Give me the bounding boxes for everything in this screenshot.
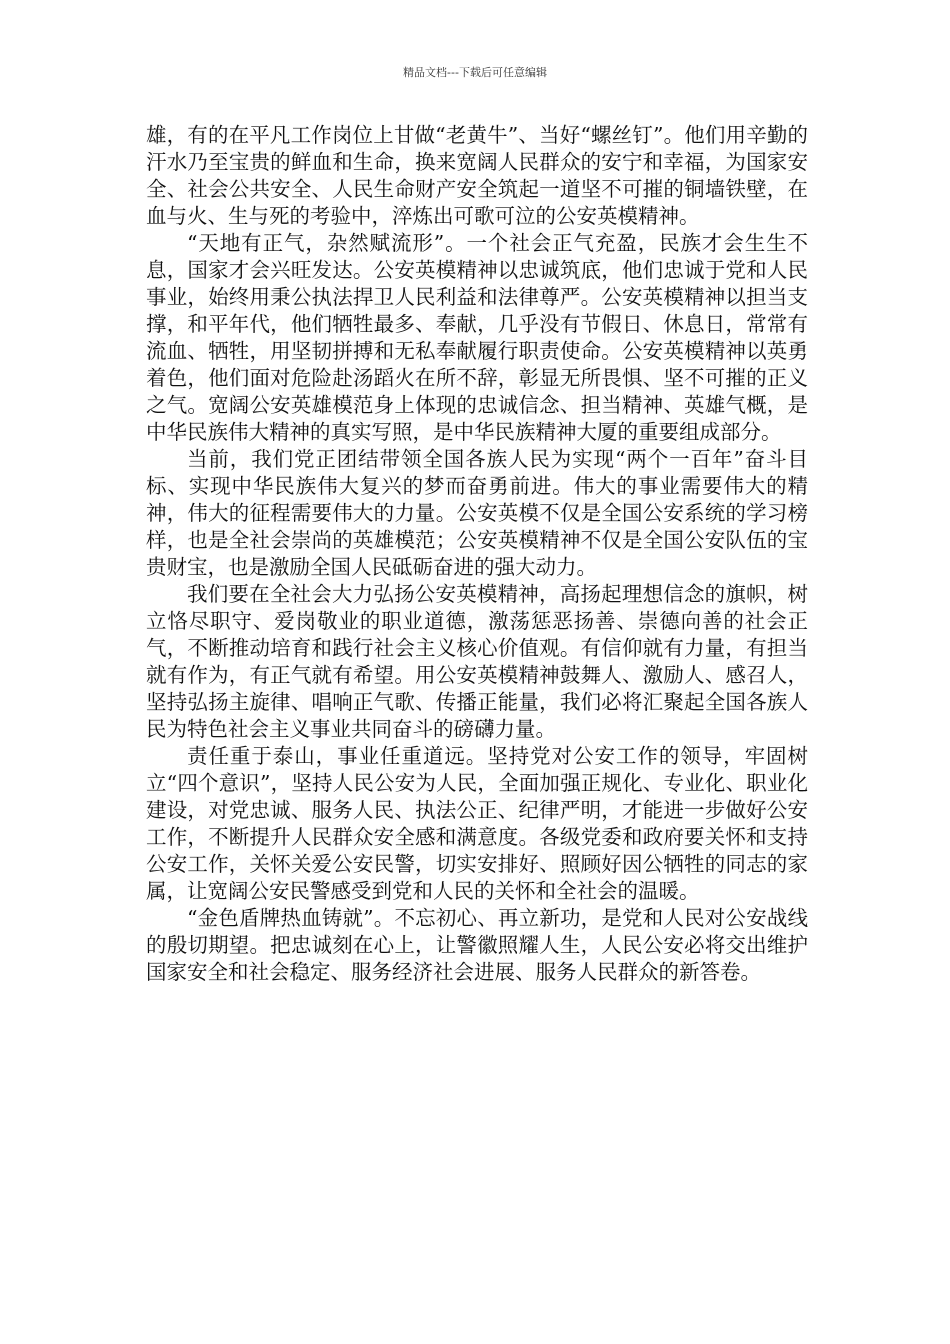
paragraph-6: “金色盾牌热血铸就”。不忘初心、再立新功，是党和人民对公安战线的殷切期望。把忠诚刻在心上，让警徽照耀人生，人民公安必将交出维护国家安全和社会稳定、服务经济社会进展、服务人民群众的新答卷。 <box>146 906 808 984</box>
paragraph-2: “天地有正气，杂然赋流形”。一个社会正气充盈，民族才会生生不息，国家才会兴旺发达。公安英模精神以忠诚筑底，他们忠诚于党和人民事业，始终用秉公执法捍卫人民利益和法律尊严。公安英模精神以担当支撑，和平年代，他们牺牲最多、奉献，几乎没有节假日、休息日，常常有流血、牺牲，用坚韧拼搏和无私奉献履行职责使命。公安英模精神以英勇着色，他们面对危险赴汤蹈火在所不辞，彰显无所畏惧、坚不可摧的正义之气。宽阔公安英雄模范身上体现的忠诚信念、担当精神、英雄气概，是中华民族伟大精神的真实写照，是中华民族精神大厦的重要组成部分。 <box>146 231 808 444</box>
paragraph-1: 雄，有的在平凡工作岗位上甘做“老黄牛”、当好“螺丝钉”。他们用辛勤的汗水乃至宝贵的鲜血和生命，换来宽阔人民群众的安宁和幸福，为国家安全、社会公共安全、人民生命财产安全筑起一道坚不可摧的铜墙铁壁，在血与火、生与死的考验中，淬炼出可歌可泣的公安英模精神。 <box>146 123 808 228</box>
document-body <box>146 122 808 986</box>
paragraph-3: 当前，我们党正团结带领全国各族人民为实现“两个一百年”奋斗目标、实现中华民族伟大复兴的梦而奋勇前进。伟大的事业需要伟大的精神，伟大的征程需要伟大的力量。公安英模不仅是全国公安系统的学习榜样，也是全社会崇尚的英雄模范；公安英模精神不仅是全国公安队伍的宝贵财宝，也是激励全国人民砥砺奋进的强大动力。 <box>146 447 808 579</box>
paragraph-5: 责任重于泰山，事业任重道远。坚持党对公安工作的领导，牢固树立“四个意识”，坚持人民公安为人民，全面加强正规化、专业化、职业化建设，对党忠诚、服务人民、执法公正、纪律严明，才能进一步做好公安工作，不断提升人民群众安全感和满意度。各级党委和政府要关怀和支持公安工作，关怀关爱公安民警，切实安排好、照顾好因公牺牲的同志的家属，让宽阔公安民警感受到党和人民的关怀和全社会的温暖。 <box>146 744 808 903</box>
paragraph-4: 我们要在全社会大力弘扬公安英模精神，高扬起理想信念的旗帜，树立恪尽职守、爱岗敬业的职业道德，激荡惩恶扬善、崇德向善的社会正气，不断推动培育和践行社会主义核心价值观。有信仰就有力量，有担当就有作为，有正气就有希望。用公安英模精神鼓舞人、激励人、感召人，坚持弘扬主旋律、唱响正气歌、传播正能量，我们必将汇聚起全国各族人民为特色社会主义事业共同奋斗的磅礴力量。 <box>146 582 808 741</box>
page-header-watermark: 精品文档---下载后可任意编辑 <box>403 66 547 79</box>
